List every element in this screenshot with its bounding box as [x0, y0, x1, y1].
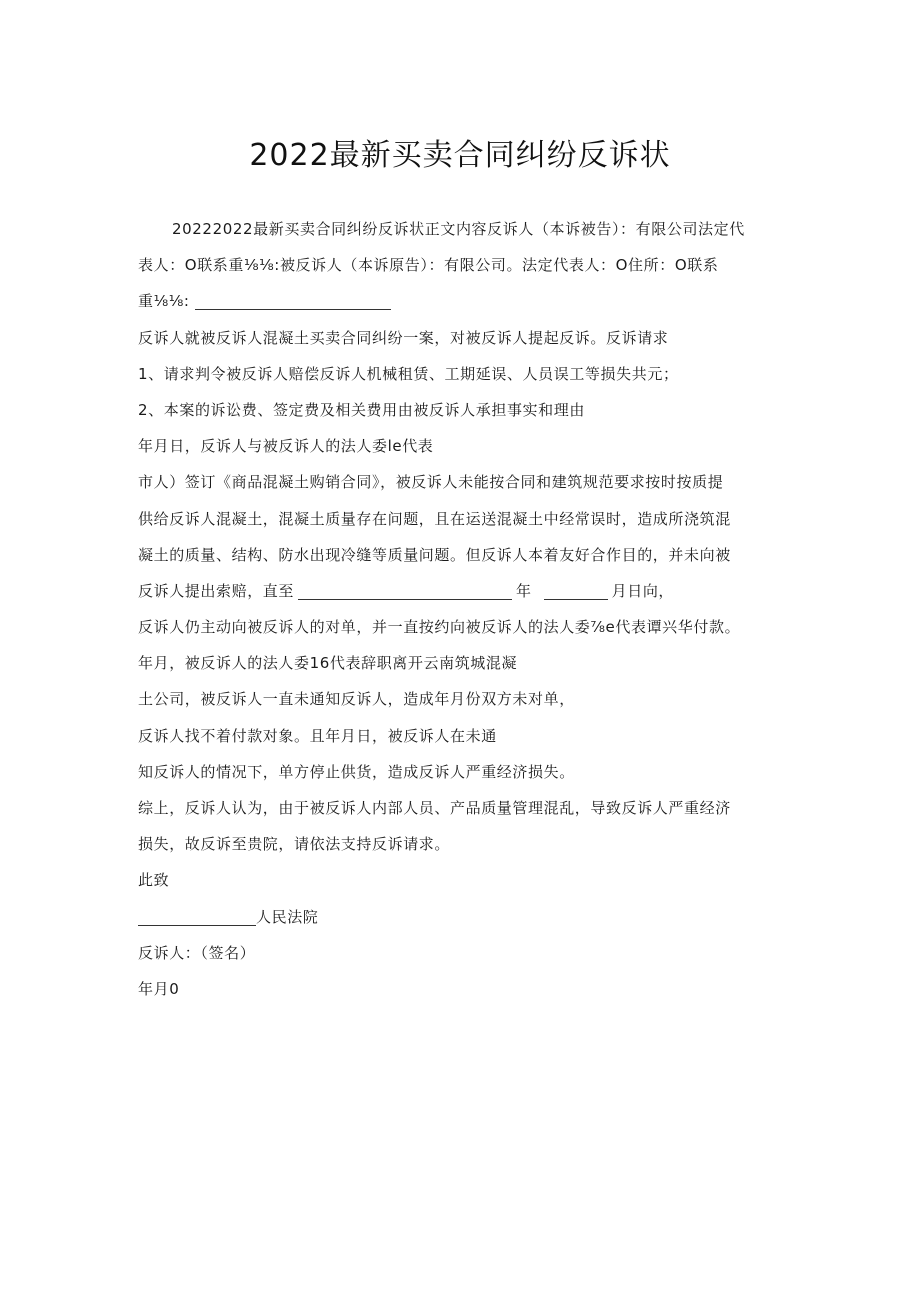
month-blank-line — [544, 581, 608, 600]
document-body — [138, 211, 798, 1007]
facts-line-9: 反诉人找不着付款对象。且年月日，被反诉人在未通 — [138, 726, 497, 745]
court-line — [138, 899, 798, 935]
court-blank-line — [138, 907, 256, 926]
facts-line-7: 年月，被反诉人的法人委16代表辞职离开云南筑城混凝 — [138, 654, 518, 673]
party-info-line-2: 表人：O联系重⅛⅛:被反诉人（本诉原告）：有限公司。法定代表人：O住所：O联系 — [138, 256, 719, 275]
facts-line-1: 年月日，反诉人与被反诉人的法人委le代表 — [138, 437, 434, 456]
facts-line-3: 供给反诉人混凝土，混凝土质量存在问题，且在运送混凝土中经常误时，造成所浇筑混 — [138, 509, 731, 528]
date-blank-line — [298, 581, 512, 600]
phone-blank-line — [195, 291, 391, 310]
conclusion-line-1: 综上，反诉人认为，由于被反诉人内部人员、产品质量管理混乱，导致反诉人严重经济 — [138, 799, 731, 817]
date-line: 年月0 — [138, 979, 180, 998]
facts-text-c: 月日向， — [611, 581, 675, 600]
party-info-text: 重⅛⅛: — [138, 292, 190, 311]
closing-salutation: 此致 — [138, 871, 170, 890]
party-info-line-1: 20222022最新买卖合同纠纷反诉状正文内容反诉人（本诉被告）：有限公司法定代 — [172, 220, 745, 238]
request-item-2: 2、本案的诉讼费、签定费及相关费用由被反诉人承担事实和理由 — [138, 400, 585, 419]
party-info-line-3 — [138, 283, 798, 319]
facts-line-5 — [138, 573, 798, 609]
conclusion-line-2: 损失，故反诉至贵院，请依法支持反诉请求。 — [138, 835, 451, 854]
request-item-1: 1、请求判令被反诉人赔偿反诉人机械租赁、工期延误、人员误工等损失共元； — [138, 364, 679, 383]
facts-line-2: 市人）签订《商品混凝土购销合同》，被反诉人未能按合同和建筑规范要求按时按质提 — [138, 473, 724, 492]
facts-text-b: 年 — [516, 581, 532, 600]
counterclaim-intro: 反诉人就被反诉人混凝土买卖合同纠纷一案，对被反诉人提起反诉。反诉请求 — [138, 328, 669, 347]
facts-line-8: 土公司，被反诉人一直未通知反诉人，造成年月份双方未对单， — [138, 690, 575, 709]
facts-text-a: 反诉人提出索赔，直至 — [138, 581, 295, 600]
signature-line: 反诉人：（签名） — [138, 943, 256, 962]
facts-line-10: 知反诉人的情况下，单方停止供货，造成反诉人严重经济损失。 — [138, 762, 575, 781]
court-name: 人民法院 — [256, 907, 319, 926]
facts-line-4: 凝土的质量、结构、防水出现冷缝等质量问题。但反诉人本着友好合作目的，并未向被 — [138, 545, 731, 564]
document-title: 2022最新买卖合同纠纷反诉状 — [249, 138, 671, 173]
facts-line-6: 反诉人仍主动向被反诉人的对单，并一直按约向被反诉人的法人委⅞e代表谭兴华付款。 — [138, 618, 741, 637]
